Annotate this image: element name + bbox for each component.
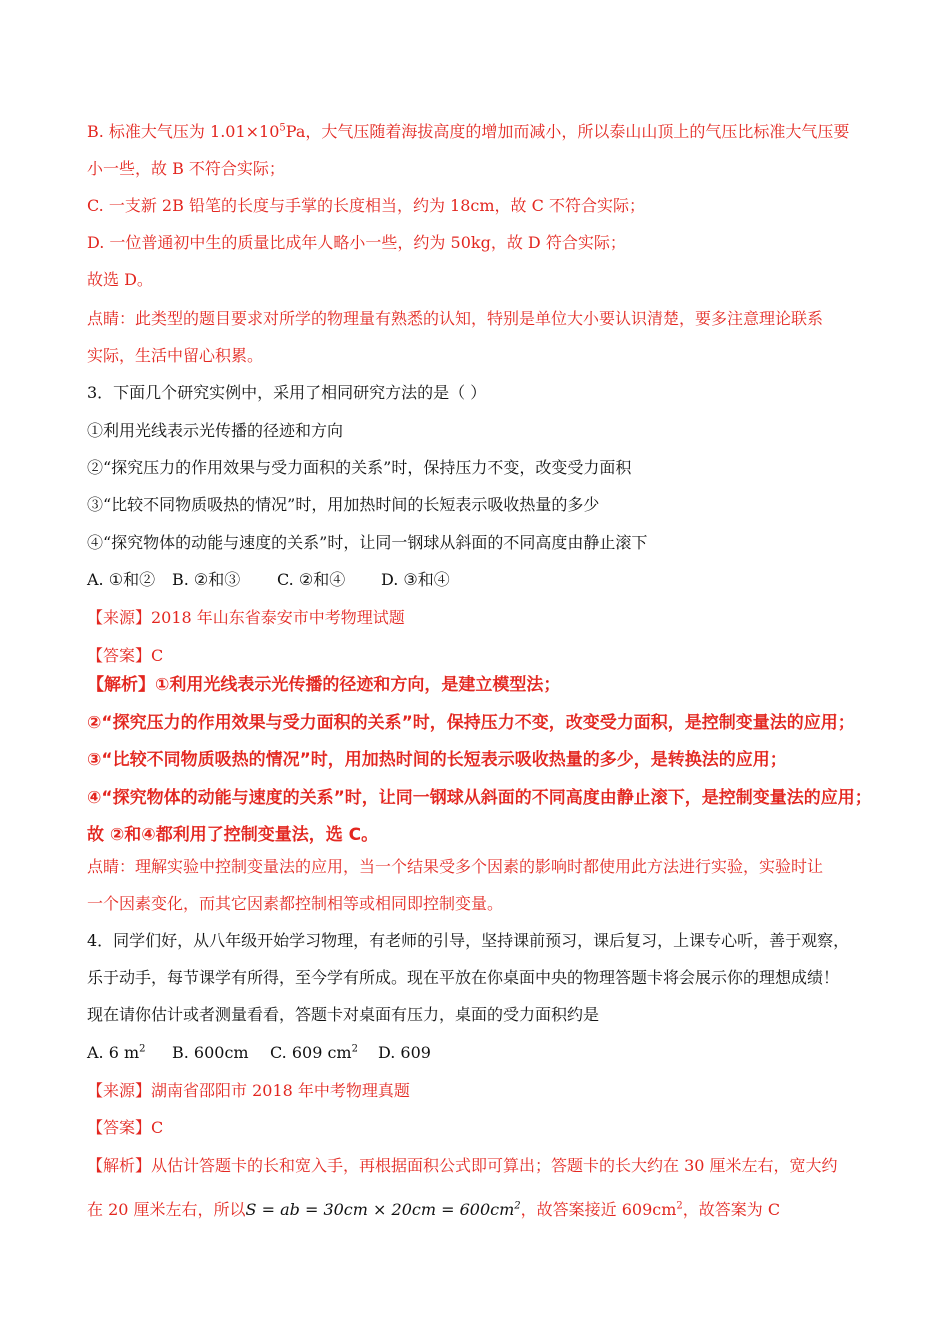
q4-stem-line1: 4．同学们好，从八年级开始学习物理，有老师的引导，坚持课前预习，课后复习，上课专心听，善于观察，: [87, 931, 850, 950]
q4-option-d: D. 609: [378, 1043, 431, 1062]
conclusion-q2: 故选 D。: [87, 270, 153, 289]
q3-option-d: D. ③和④: [381, 570, 450, 589]
q3-stem: 3．下面几个研究实例中，采用了相同研究方法的是（ ）: [87, 383, 487, 402]
answer-c: C. 一支新 2B 铅笔的长度与手掌的长度相当，约为 18cm，故 C 不符合实际；: [87, 196, 645, 215]
q3-tip-line1: 点睛：理解实验中控制变量法的应用，当一个结果受多个因素的影响时都使用此方法进行实验，实验时让: [87, 857, 824, 876]
q3-item-2: ②“探究压力的作用效果与受力面积的关系”时，保持压力不变，改变受力面积: [87, 458, 632, 477]
tip-q2-line2: 实际，生活中留心积累。: [87, 346, 264, 365]
answer-b-line2: 小一些，故 B 不符合实际；: [87, 159, 285, 178]
q4-options: [87, 1042, 431, 1064]
q3-option-b: B. ②和③: [172, 570, 241, 589]
answer-b-text: B. 标准大气压为 1.01×10: [87, 122, 280, 141]
q3-analysis-3: ③“比较不同物质吸热的情况”时，用加热时间的长短表示吸收热量的多少，是转换法的应用；: [87, 750, 787, 770]
tip-q2-line1: 点睛：此类型的题目要求对所学的物理量有熟悉的认知，特别是单位大小要认识清楚，要多注意理论联系: [87, 309, 824, 328]
q3-analysis-2: ②“探究压力的作用效果与受力面积的关系”时，保持压力不变，改变受力面积，是控制变量法的应用；: [87, 713, 855, 733]
q4-source: 【来源】湖南省邵阳市 2018 年中考物理真题: [87, 1081, 410, 1100]
q4-stem-line3: 现在请你估计或者测量看看，答题卡对桌面有压力，桌面的受力面积约是: [87, 1005, 600, 1024]
q4-answer: 【答案】C: [87, 1118, 164, 1137]
q4-option-a: A. 6 $m^2$: [87, 1043, 146, 1062]
q3-options: [87, 569, 450, 591]
q3-analysis-5: 故 ②和④都利用了控制变量法，选 C。: [87, 825, 379, 845]
area-formula: S = ab = $30cm \times 20cm = 600cm^2$: [245, 1200, 521, 1219]
q3-option-a: A. ①和②: [87, 570, 156, 589]
q3-item-3: ③“比较不同物质吸热的情况”时，用加热时间的长短表示吸收热量的多少: [87, 495, 600, 514]
q3-item-1: ①利用光线表示光传播的径迹和方向: [87, 421, 344, 440]
q3-option-c: C. ②和④: [277, 570, 346, 589]
q3-analysis-1: 【解析】①利用光线表示光传播的径迹和方向，是建立模型法；: [87, 675, 561, 695]
q3-answer: 【答案】C: [87, 646, 164, 665]
q4-option-b: B. 600cm: [172, 1043, 249, 1062]
answer-d: D. 一位普通初中生的质量比成年人略小一些，约为 50kg，故 D 符合实际；: [87, 233, 626, 252]
answer-b-text-cont: Pa，大气压随着海拔高度的增加而减小，所以泰山山顶上的气压比标准大气压要: [285, 122, 850, 141]
q4-stem-line2: 乐于动手，每节课学有所得，至今学有所成。现在平放在你桌面中央的物理答题卡将会展示你的理想成绩！: [87, 968, 840, 987]
answer-b-line1: [87, 121, 849, 143]
q3-source: 【来源】2018 年山东省泰安市中考物理试题: [87, 608, 405, 627]
q3-item-4: ④“探究物体的动能与速度的关系”时，让同一钢球从斜面的不同高度由静止滚下: [87, 533, 648, 552]
q3-tip-line2: 一个因素变化，而其它因素都控制相等或相同即控制变量。: [87, 894, 504, 913]
q4-analysis-line2: 在 20 厘米左右，所以S = ab = $30cm \times 20cm = 600cm^2$，故答案接近 $609cm^2$，故答案为 C: [87, 1200, 781, 1219]
q3-analysis-4: ④“探究物体的动能与速度的关系”时，让同一钢球从斜面的不同高度由静止滚下，是控制变量法的应用；: [87, 788, 872, 808]
q4-option-c: C. 609 $cm^2$: [270, 1043, 358, 1062]
exponent: 5: [279, 122, 286, 134]
q4-analysis-line1: 【解析】从估计答题卡的长和宽入手，再根据面积公式即可算出；答题卡的长大约在 30 厘米左右，宽大约: [87, 1156, 838, 1175]
